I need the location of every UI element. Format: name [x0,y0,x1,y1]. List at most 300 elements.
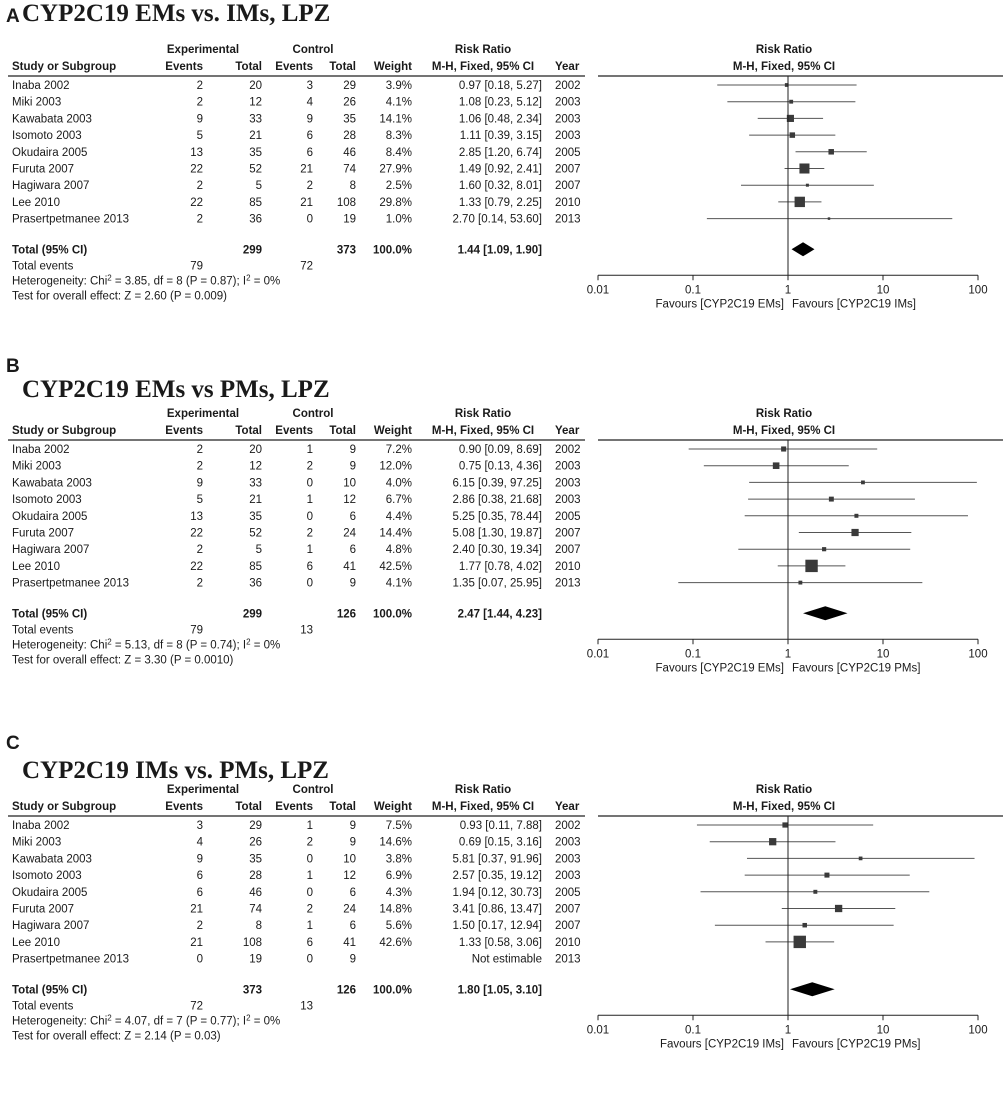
total-ctl: 373 [336,244,356,257]
study-weight: 12.0% [379,460,412,473]
point-estimate-square [799,163,809,173]
study-weight: 4.8% [385,544,412,557]
heterogeneity-i2: = 0% [250,275,281,288]
ctl-total: 6 [349,544,356,557]
exp-events: 21 [190,903,203,916]
exp-total: 26 [249,836,262,849]
study-name: Okudaira 2005 [12,510,88,523]
overall-effect: Test for overall effect: Z = 2.14 (P = 0.03) [12,1030,221,1043]
study-weight: 4.3% [385,886,412,899]
study-name: Okudaira 2005 [12,146,88,159]
study-name: Inaba 2002 [12,444,70,456]
total-events-exp: 72 [190,1000,203,1013]
ctl-events: 1 [306,544,313,557]
header-weight: Weight [373,425,412,437]
exp-events: 13 [190,146,203,159]
exp-total: 74 [249,903,262,916]
ctl-events: 0 [306,213,313,226]
superscript-2: 2 [246,1013,251,1023]
total-ci: 1.44 [1.09, 1.90] [457,244,542,257]
ctl-total: 9 [349,836,356,849]
header-experimental: Experimental [166,784,240,796]
ctl-events: 6 [306,130,313,143]
superscript-2: 2 [107,637,112,647]
study-name: Hagiwara 2007 [12,544,90,557]
study-ci: 2.86 [0.38, 21.68] [452,494,542,507]
exp-total: 20 [249,80,262,92]
study-year: 2002 [555,80,581,92]
study-year: 2013 [555,213,581,226]
exp-events: 2 [196,180,203,193]
header-plot-method: M-H, Fixed, 95% CI [732,801,836,813]
header-control: Control [292,44,334,56]
total-exp: 373 [242,984,262,997]
study-ci: 1.77 [0.78, 4.02] [458,560,542,573]
x-tick-label: 1 [784,284,792,297]
header-study: Study or Subgroup [12,425,117,437]
study-name: Lee 2010 [12,196,60,209]
point-estimate-square [794,936,806,948]
panel-title: CYP2C19 EMs vs. IMs, LPZ [22,0,331,27]
study-ci: 6.15 [0.39, 97.25] [452,477,542,490]
exp-total: 5 [255,180,262,193]
ctl-events: 0 [306,886,313,899]
exp-events: 5 [196,130,203,143]
header-study: Study or Subgroup [12,801,117,813]
total-events-exp: 79 [190,624,203,637]
study-weight: 27.9% [379,163,412,176]
exp-events: 2 [196,460,203,473]
total-weight: 100.0% [372,244,412,257]
ctl-total: 12 [343,494,356,507]
ctl-events: 6 [306,936,313,949]
exp-total: 35 [249,853,262,866]
header-weight: Weight [373,801,412,813]
panel-letter: C [6,733,20,754]
header-ctl-total: Total [329,801,356,813]
ctl-events: 2 [306,460,313,473]
total-ci: 2.47 [1.44, 4.23] [457,608,542,621]
exp-events: 21 [190,936,203,949]
favours-left-label: Favours [CYP2C19 EMs] [655,298,784,311]
ctl-events: 1 [306,920,313,933]
study-year: 2003 [555,836,581,849]
point-estimate-square [859,857,863,861]
heterogeneity-df: = 3.85, df = 8 (P = 0.87); I [111,275,247,288]
point-estimate-square [828,149,834,155]
header-study: Study or Subgroup [12,61,117,73]
x-tick-label: 10 [876,1024,890,1037]
panel-title: CYP2C19 EMs vs PMs, LPZ [22,376,330,403]
exp-total: 21 [249,130,262,143]
x-tick-label: 1 [784,648,792,661]
point-estimate-square [829,497,834,502]
study-year: 2007 [555,920,581,933]
header-exp-total: Total [235,801,262,813]
exp-events: 2 [196,444,203,456]
total-ctl: 126 [336,608,356,621]
study-year: 2007 [555,903,581,916]
study-name: Isomoto 2003 [12,870,82,883]
point-estimate-square [798,581,802,585]
overall-effect: Test for overall effect: Z = 2.60 (P = 0.009) [12,290,227,303]
study-weight: 6.7% [385,494,412,507]
study-name: Prasertpetmanee 2013 [12,213,129,226]
header-experimental: Experimental [166,408,240,420]
exp-events: 4 [196,836,203,849]
exp-total: 52 [249,527,262,540]
heterogeneity-stats [12,637,280,651]
x-tick-label: 100 [968,1024,988,1037]
exp-events: 0 [196,953,203,966]
x-tick-label: 0.01 [586,648,610,661]
study-name: Miki 2003 [12,460,62,473]
study-name: Inaba 2002 [12,820,70,832]
ctl-total: 29 [343,80,356,92]
total-events-label: Total events [12,260,74,273]
study-year: 2002 [555,820,581,832]
exp-events: 2 [196,213,203,226]
header-plot-risk-ratio: Risk Ratio [755,408,813,420]
x-tick-label: 10 [876,648,890,661]
study-year: 2005 [555,886,581,899]
ctl-total: 41 [343,936,356,949]
study-ci: 2.40 [0.30, 19.34] [452,544,542,557]
study-name: Furuta 2007 [12,527,75,540]
exp-events: 13 [190,510,203,523]
ctl-total: 28 [343,130,356,143]
forest-plot [0,770,1003,1116]
point-estimate-square [851,529,858,536]
ctl-total: 12 [343,870,356,883]
exp-events: 2 [196,80,203,92]
study-ci: 0.75 [0.13, 4.36] [458,460,542,473]
study-ci: 2.70 [0.14, 53.60] [452,213,542,226]
ctl-total: 9 [349,820,356,832]
study-year: 2002 [555,444,581,456]
study-year: 2003 [555,870,581,883]
header-exp-events: Events [165,425,203,437]
exp-events: 9 [196,113,203,126]
header-exp-events: Events [165,61,203,73]
study-ci: 0.97 [0.18, 5.27] [458,80,542,92]
study-name: Kawabata 2003 [12,477,92,490]
header-risk-ratio: Risk Ratio [454,44,512,56]
exp-total: 85 [249,560,262,573]
exp-events: 6 [196,870,203,883]
header-rr-method: M-H, Fixed, 95% CI [431,801,535,813]
exp-total: 33 [249,477,262,490]
study-weight: 42.5% [379,560,412,573]
point-estimate-square [822,547,826,551]
superscript-2: 2 [246,637,251,647]
study-name: Prasertpetmanee 2013 [12,577,129,590]
study-weight: 3.9% [385,80,412,92]
point-estimate-square [769,838,776,845]
ctl-events: 1 [306,444,313,456]
study-ci: 0.93 [0.11, 7.88] [459,820,542,832]
favours-left-label: Favours [CYP2C19 IMs] [660,1038,784,1051]
x-tick-label: 0.01 [586,284,610,297]
study-name: Furuta 2007 [12,903,75,916]
header-year: Year [555,61,580,73]
point-estimate-square [861,481,865,485]
header-year: Year [555,425,580,437]
exp-events: 5 [196,494,203,507]
exp-total: 36 [249,213,262,226]
ctl-events: 9 [306,113,313,126]
heterogeneity-stats [12,273,280,287]
study-name: Lee 2010 [12,560,60,573]
pooled-diamond [792,242,815,256]
ctl-events: 2 [306,180,313,193]
ctl-events: 0 [306,853,313,866]
study-ci: 1.11 [0.39, 3.15] [459,130,542,143]
total-events-label: Total events [12,1000,74,1013]
header-ctl-events: Events [275,425,313,437]
study-weight: 14.4% [379,527,412,540]
ctl-events: 2 [306,903,313,916]
forest-panel-c [0,733,1003,1093]
header-ctl-total: Total [329,425,356,437]
study-year: 2010 [555,560,581,573]
point-estimate-square [824,873,829,878]
heterogeneity-stats [12,1013,280,1027]
superscript-2: 2 [107,1013,112,1023]
point-estimate-square [795,197,805,207]
study-name: Inaba 2002 [12,80,70,92]
study-name: Hagiwara 2007 [12,920,90,933]
ctl-total: 10 [343,853,356,866]
favours-right-label: Favours [CYP2C19 PMs] [792,662,921,675]
study-year: 2007 [555,163,581,176]
pooled-diamond [790,982,835,996]
study-weight: 8.3% [385,130,412,143]
total-label: Total (95% CI) [12,608,88,621]
study-ci: 1.49 [0.92, 2.41] [458,163,542,176]
exp-total: 108 [242,936,262,949]
heterogeneity-chi: Heterogeneity: Chi [12,275,108,288]
point-estimate-square [813,890,817,894]
study-weight: 29.8% [379,196,412,209]
point-estimate-square [790,132,795,137]
point-estimate-square [805,560,817,572]
exp-total: 33 [249,113,262,126]
study-weight: 4.1% [385,577,412,590]
ctl-total: 41 [343,560,356,573]
ctl-total: 108 [336,196,356,209]
study-ci: 0.69 [0.15, 3.16] [458,836,542,849]
exp-total: 12 [249,460,262,473]
study-year: 2003 [555,853,581,866]
study-ci: 1.33 [0.79, 2.25] [458,196,542,209]
study-ci: 0.90 [0.09, 8.69] [458,444,542,456]
exp-events: 2 [196,577,203,590]
total-weight: 100.0% [372,984,412,997]
total-ci: 1.80 [1.05, 3.10] [457,984,542,997]
header-weight: Weight [373,61,412,73]
study-weight: 6.9% [385,870,412,883]
favours-right-label: Favours [CYP2C19 PMs] [792,1038,921,1051]
heterogeneity-i2: = 0% [250,639,281,652]
total-label: Total (95% CI) [12,244,88,257]
study-ci: Not estimable [471,953,542,966]
heterogeneity-chi: Heterogeneity: Chi [12,1015,108,1028]
ctl-total: 9 [349,444,356,456]
ctl-total: 46 [343,146,356,159]
exp-total: 5 [255,544,262,557]
study-name: Isomoto 2003 [12,494,82,507]
study-ci: 5.08 [1.30, 19.87] [452,527,542,540]
study-year: 2010 [555,196,581,209]
header-plot-method: M-H, Fixed, 95% CI [732,61,836,73]
exp-total: 46 [249,886,262,899]
exp-events: 22 [190,560,203,573]
study-year: 2003 [555,460,581,473]
point-estimate-square [773,462,780,469]
ctl-events: 21 [300,196,313,209]
study-weight: 2.5% [385,180,412,193]
exp-total: 20 [249,444,262,456]
study-name: Okudaira 2005 [12,886,88,899]
study-name: Isomoto 2003 [12,130,82,143]
total-events-exp: 79 [190,260,203,273]
study-ci: 2.85 [1.20, 6.74] [458,146,542,159]
study-year: 2003 [555,130,581,143]
header-ctl-events: Events [275,61,313,73]
study-ci: 1.50 [0.17, 12.94] [452,920,542,933]
study-ci: 3.41 [0.86, 13.47] [452,903,542,916]
ctl-events: 2 [306,527,313,540]
panel-letter: A [6,6,20,27]
ctl-events: 0 [306,477,313,490]
study-weight: 7.2% [385,444,412,456]
point-estimate-square [782,822,787,827]
exp-events: 2 [196,544,203,557]
study-name: Miki 2003 [12,836,62,849]
ctl-total: 74 [343,163,356,176]
study-weight: 42.6% [379,936,412,949]
point-estimate-square [835,905,842,912]
exp-total: 21 [249,494,262,507]
study-name: Kawabata 2003 [12,113,92,126]
ctl-total: 6 [349,886,356,899]
point-estimate-square [781,446,786,451]
heterogeneity-df: = 4.07, df = 7 (P = 0.77); I [111,1015,247,1028]
header-exp-total: Total [235,425,262,437]
study-ci: 5.81 [0.37, 91.96] [452,853,542,866]
x-tick-label: 100 [968,284,988,297]
header-ctl-events: Events [275,801,313,813]
study-weight: 8.4% [385,146,412,159]
study-year: 2003 [555,477,581,490]
exp-total: 8 [255,920,262,933]
x-tick-label: 1 [784,1024,792,1037]
heterogeneity-chi: Heterogeneity: Chi [12,639,108,652]
study-year: 2003 [555,96,581,109]
ctl-events: 21 [300,163,313,176]
ctl-events: 2 [306,836,313,849]
study-weight: 14.6% [379,836,412,849]
ctl-events: 0 [306,577,313,590]
exp-events: 3 [196,820,203,832]
exp-total: 35 [249,146,262,159]
exp-events: 9 [196,853,203,866]
study-name: Prasertpetmanee 2013 [12,953,129,966]
point-estimate-square [854,514,858,518]
total-exp: 299 [242,244,262,257]
x-tick-label: 0.1 [685,1024,701,1037]
forest-plot [0,394,1003,724]
exp-events: 2 [196,96,203,109]
study-weight: 3.8% [385,853,412,866]
total-exp: 299 [242,608,262,621]
study-weight: 14.8% [379,903,412,916]
forest-panel-b [0,356,1003,716]
study-year: 2005 [555,146,581,159]
panel-letter: B [6,356,20,377]
panel-title: CYP2C19 IMs vs. PMs, LPZ [22,757,329,784]
study-ci: 1.06 [0.48, 2.34] [458,113,542,126]
ctl-events: 4 [306,96,313,109]
exp-total: 52 [249,163,262,176]
study-weight: 14.1% [379,113,412,126]
total-label: Total (95% CI) [12,984,88,997]
study-year: 2010 [555,936,581,949]
study-name: Furuta 2007 [12,163,75,176]
study-ci: 1.08 [0.23, 5.12] [458,96,542,109]
exp-events: 6 [196,886,203,899]
ctl-total: 24 [343,903,356,916]
ctl-events: 6 [306,146,313,159]
ctl-total: 6 [349,920,356,933]
study-weight: 4.0% [385,477,412,490]
study-year: 2003 [555,113,581,126]
overall-effect: Test for overall effect: Z = 3.30 (P = 0.0010) [12,654,234,667]
heterogeneity-i2: = 0% [250,1015,281,1028]
exp-total: 28 [249,870,262,883]
superscript-2: 2 [107,273,112,283]
point-estimate-square [828,217,831,220]
point-estimate-square [802,923,806,927]
exp-events: 22 [190,163,203,176]
study-weight: 1.0% [385,213,412,226]
header-rr-method: M-H, Fixed, 95% CI [431,61,535,73]
x-tick-label: 0.1 [685,648,701,661]
x-tick-label: 100 [968,648,988,661]
exp-total: 36 [249,577,262,590]
point-estimate-square [789,100,793,104]
exp-total: 85 [249,196,262,209]
ctl-events: 3 [306,80,313,92]
study-name: Kawabata 2003 [12,853,92,866]
ctl-events: 0 [306,510,313,523]
study-year: 2013 [555,577,581,590]
header-ctl-total: Total [329,61,356,73]
exp-events: 9 [196,477,203,490]
study-ci: 1.94 [0.12, 30.73] [452,886,542,899]
study-weight: 7.5% [385,820,412,832]
study-name: Miki 2003 [12,96,62,109]
header-rr-method: M-H, Fixed, 95% CI [431,425,535,437]
total-ctl: 126 [336,984,356,997]
header-exp-events: Events [165,801,203,813]
ctl-events: 1 [306,870,313,883]
study-name: Lee 2010 [12,936,60,949]
header-exp-total: Total [235,61,262,73]
ctl-total: 9 [349,577,356,590]
heterogeneity-df: = 5.13, df = 8 (P = 0.74); I [111,639,247,652]
